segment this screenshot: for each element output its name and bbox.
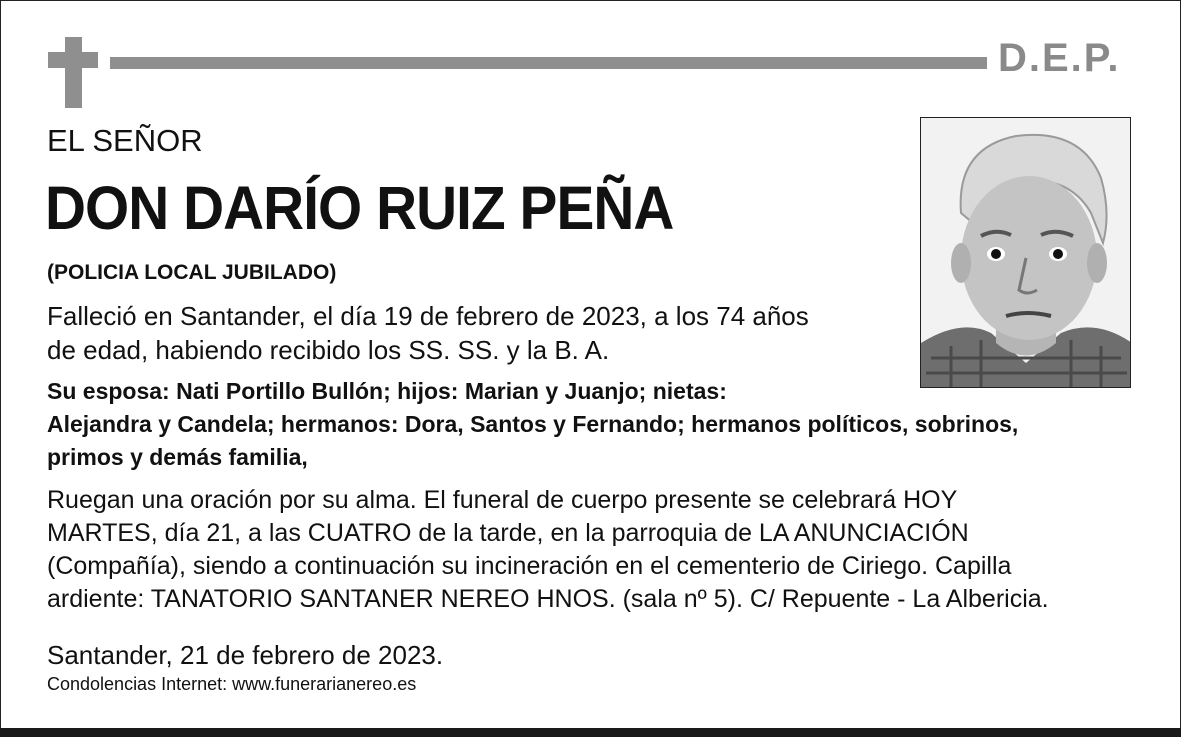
dep-label: D.E.P. [998, 36, 1121, 80]
funeral-line: Ruegan una oración por su alma. El funeral de cuerpo presente se celebrará HOY [47, 486, 958, 514]
death-paragraph [47, 299, 809, 367]
place-date: Santander, 21 de febrero de 2023. [47, 640, 444, 670]
condolences-link: Condolencias Internet: www.funerarianereo.es [47, 674, 417, 694]
family-line: Su esposa: Nati Portillo Bullón; hijos: Marian y Juanjo; nietas: [47, 378, 727, 404]
header-rule [110, 57, 987, 69]
family-line: Alejandra y Candela; hermanos: Dora, Santos y Fernando; hermanos políticos, sobrinos, [47, 411, 1019, 437]
funeral-line: ardiente: TANATORIO SANTANER NEREO HNOS. (sala nº 5). C/ Repuente - La Albericia. [47, 585, 1049, 613]
title-prefix: EL SEÑOR [47, 123, 203, 158]
family-line: primos y demás familia, [47, 444, 308, 470]
portrait-photo [920, 117, 1131, 388]
death-line: de edad, habiendo recibido los SS. SS. y la B. A. [47, 335, 610, 365]
funeral-line: MARTES, día 21, a las CUATRO de la tarde, en la parroquia de LA ANUNCIACIÓN [47, 519, 969, 547]
deceased-role: (POLICIA LOCAL JUBILADO) [47, 261, 337, 284]
family-paragraph [47, 375, 1018, 474]
deceased-name: DON DARÍO RUIZ PEÑA [45, 174, 674, 242]
death-line: Falleció en Santander, el día 19 de febrero de 2023, a los 74 años [47, 301, 809, 331]
funeral-paragraph [47, 484, 1049, 616]
bottom-border [0, 728, 1181, 737]
funeral-line: (Compañía), siendo a continuación su incineración en el cementerio de Ciriego. Capilla [47, 552, 1012, 580]
